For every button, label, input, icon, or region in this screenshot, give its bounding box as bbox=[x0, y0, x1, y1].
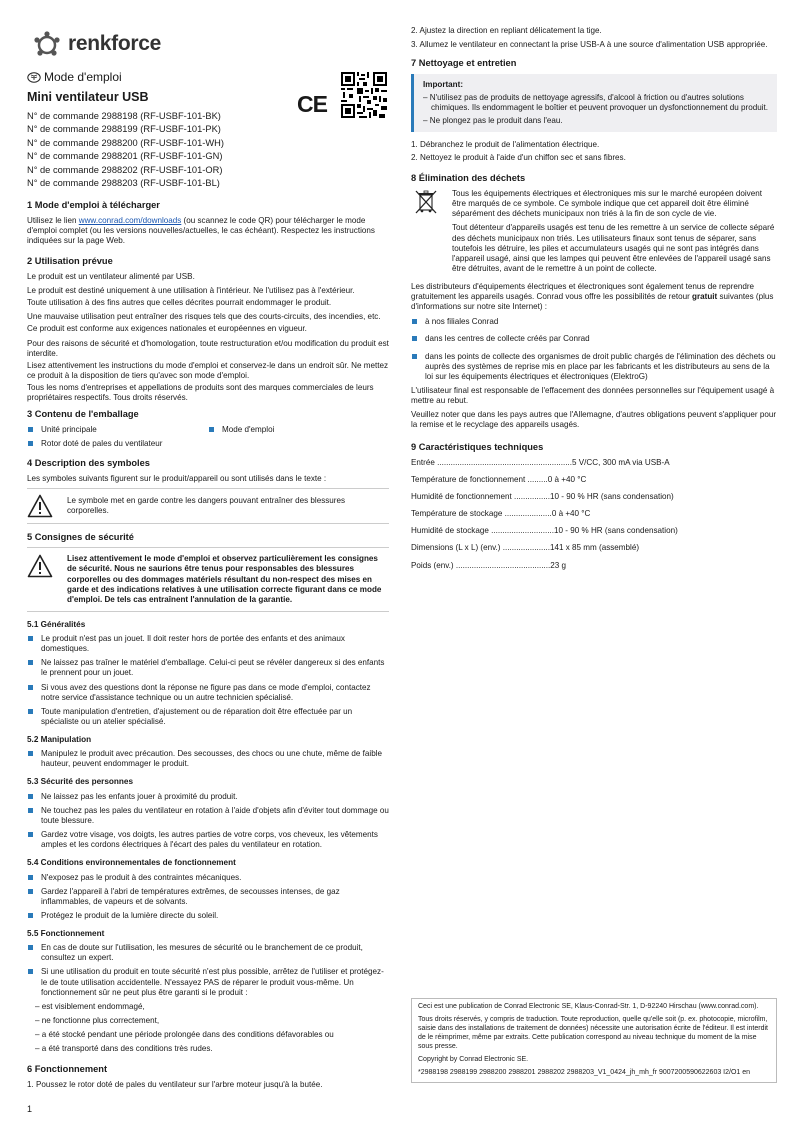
important-label: Important: bbox=[423, 79, 464, 89]
spec-label: Température de fonctionnement ......... bbox=[411, 475, 548, 484]
spec-value: 0 à +40 °C bbox=[551, 509, 591, 519]
list-item: Toute manipulation d'entretien, d'ajustement ou de réparation doit être effectuée par un spécialiste ou un atelier spécialisé. bbox=[27, 707, 389, 727]
left-column bbox=[27, 70, 389, 1094]
spec-label: Température de stockage ..................... bbox=[411, 509, 552, 519]
list-item: Rotor doté de pales du ventilateur bbox=[27, 439, 208, 449]
spec-label: Dimensions (L x L) (env.) ..................... bbox=[411, 543, 550, 553]
spec-row bbox=[411, 526, 777, 536]
list-item: Unité principale bbox=[27, 425, 208, 435]
order-number: N° de commande 2988199 (RF-USBF-101-PK) bbox=[27, 124, 221, 135]
list-item: Protégez le produit de la lumière directe du soleil. bbox=[27, 911, 389, 921]
distributor-paragraph bbox=[411, 282, 777, 312]
distributor-bold: gratuit bbox=[692, 292, 718, 302]
spec-row bbox=[411, 509, 777, 519]
paragraph: Tous les noms d'entreprises et appellations de produits sont des marques commerciales de leurs propriétaires respectifs. Tous droits réservés. bbox=[27, 382, 374, 403]
distributor-text-after: suivantes (plus d'informations sur notre site Internet) : bbox=[411, 292, 774, 312]
operation-safety-list bbox=[27, 943, 389, 998]
operation-step: 3. Allumez le ventilateur en connectant la prise USB-A à une source d'alimentation USB appropriée. bbox=[411, 40, 768, 50]
cleaning-step: 2. Nettoyez le produit à l'aide d'un chiffon sec et sans fibres. bbox=[411, 153, 626, 163]
mode-label: Mode d'emploi bbox=[44, 70, 122, 84]
paragraph: Lisez attentivement les instructions du mode d'emploi et conservez-le dans un endroit sûr. Ne mettez ce produit à la disposition de tiers qu'avec son mode d'emploi. bbox=[27, 360, 389, 380]
subsection-title: 5.2 Manipulation bbox=[27, 735, 92, 745]
important-item: – N'utilisez pas de produits de nettoyage agressifs, d'alcool à friction ou d'autres solutions chimiques. Ils endommagent le boîtier et peuvent provoquer un dysfonctionnement du produit. bbox=[423, 92, 768, 113]
dash-item: – a été transporté dans des conditions très rudes. bbox=[35, 1044, 213, 1054]
section-title-5: 5 Consignes de sécurité bbox=[27, 531, 134, 542]
general-safety-list bbox=[27, 634, 389, 727]
brand-logo bbox=[32, 30, 161, 58]
downloads-link[interactable]: www.conrad.com/downloads bbox=[78, 216, 182, 226]
section-title-9: 9 Caractéristiques techniques bbox=[411, 442, 544, 453]
list-item: Ne laissez pas les enfants jouer à proximité du produit. bbox=[27, 792, 389, 802]
footer-line: Tous droits réservés, y compris de traduction. Toute reproduction, quelle qu'elle soit (p. ex. photocopie, microfilm, saisie dans des installations de traitement de données) nécessite une autorisation écrite de l'éditeur. Il est interdit de le réimprimer, même par extraits. Cette publication correspond au niveau technique du moment de la mise sous presse. bbox=[418, 1015, 768, 1050]
symbol-row bbox=[27, 488, 389, 524]
spec-value: 23 g bbox=[550, 560, 567, 570]
list-item: Le produit n'est pas un jouet. Il doit rester hors de portée des enfants et des animaux domestiques. bbox=[27, 634, 389, 654]
section-title-3: 3 Contenu de l'emballage bbox=[27, 409, 139, 420]
operation-step: 2. Ajustez la direction en repliant délicatement la tige. bbox=[411, 26, 602, 35]
footer-line: Copyright by Conrad Electronic SE. bbox=[418, 1055, 529, 1063]
mode-label-row bbox=[27, 70, 389, 85]
paragraph: Toute utilisation à des fins autres que celles décrites pourrait endommager le produit. bbox=[27, 298, 332, 308]
spec-row bbox=[411, 492, 777, 502]
list-item: Si une utilisation du produit en toute sécurité n'est plus possible, arrêtez de l'utiliser et protégez-le de toute utilisation accidentelle. N'essayez PAS de réparer le produit vous-même. Un fonctionnement sûr ne peut plus être garanti si le produit : bbox=[27, 967, 389, 997]
paragraph: Pour des raisons de sécurité et d'homologation, toute restructuration et/ou modification du produit est interdite. bbox=[27, 338, 389, 358]
order-number: N° de commande 2988201 (RF-USBF-101-GN) bbox=[27, 151, 223, 162]
subsection-title: 5.1 Généralités bbox=[27, 619, 86, 629]
package-contents-list bbox=[27, 425, 389, 453]
spec-row bbox=[411, 458, 777, 468]
product-title: Mini ventilateur USB bbox=[27, 90, 149, 104]
spec-row bbox=[411, 561, 777, 571]
list-item: Gardez l'appareil à l'abri de températures extrêmes, de secousses intenses, de gaz inflammables, de vapeurs et de solvants. bbox=[27, 887, 389, 907]
subsection-title: 5.3 Sécurité des personnes bbox=[27, 777, 134, 787]
section-title-1: 1 Mode d'emploi à télécharger bbox=[27, 200, 160, 211]
right-column bbox=[411, 26, 777, 578]
list-item: dans les centres de collecte créés par Conrad bbox=[411, 334, 777, 344]
symbol-description: Le symbole met en garde contre les dangers pouvant entraîner des blessures corporelles. bbox=[66, 495, 346, 515]
ce-mark: CE bbox=[297, 91, 327, 117]
symbols-intro: Les symboles suivants figurent sur le produit/appareil ou sont utilisés dans le texte : bbox=[27, 473, 327, 483]
section-title-7: 7 Nettoyage et entretien bbox=[411, 58, 517, 69]
section-title-2: 2 Utilisation prévue bbox=[27, 256, 113, 267]
spec-value: 5 V/CC, 300 mA via USB-A bbox=[572, 457, 670, 467]
footer-line: Ceci est une publication de Conrad Electronic SE, Klaus-Conrad-Str. 1, D-92240 Hirschau (www.conrad.com). bbox=[418, 1003, 759, 1010]
order-number: N° de commande 2988203 (RF-USBF-101-BL) bbox=[27, 177, 220, 188]
spec-value: 10 - 90 % HR (sans condensation) bbox=[554, 526, 678, 536]
return-options-list bbox=[411, 317, 777, 382]
dash-item: – a été stocké pendant une période prolongée dans des conditions défavorables ou bbox=[35, 1029, 334, 1039]
handling-list bbox=[27, 749, 389, 769]
paragraph: Ce produit est conforme aux exigences nationales et européennes en vigueur. bbox=[27, 324, 307, 334]
download-text-after: (ou scannez le code QR) pour télécharger le mode d'emploi complet (ou les versions nouvelles/actuelles, le cas échéant). Respectez les instructions indiquées sur la page Web. bbox=[27, 216, 375, 246]
warning-triangle-icon bbox=[27, 554, 53, 578]
operation-step: 1. Poussez le rotor doté de pales du ventilateur sur l'arbre moteur jusqu'à la butée. bbox=[27, 1079, 323, 1089]
dash-item: – est visiblement endommagé, bbox=[35, 1001, 145, 1011]
spec-value: 10 - 90 % HR (sans condensation) bbox=[550, 492, 674, 502]
page-number: 1 bbox=[27, 1104, 33, 1114]
section-title-6: 6 Fonctionnement bbox=[27, 1064, 108, 1075]
distributor-text: Les distributeurs d'équipements électriques et électroniques sont également tenus de reprendre gratuitement les appareils usagés. Conrad vous offre les possibilités de retour bbox=[411, 281, 755, 302]
crossed-out-bin-icon bbox=[414, 189, 438, 215]
important-notice bbox=[411, 74, 777, 132]
spec-label: Humidité de stockage ............................ bbox=[411, 526, 555, 536]
brand-name: renkforce bbox=[68, 31, 162, 55]
dash-item: – ne fonctionne plus correctement, bbox=[35, 1015, 160, 1025]
publisher-footer bbox=[411, 998, 777, 1083]
subsection-title: 5.5 Fonctionnement bbox=[27, 928, 105, 938]
paragraph: Veuillez noter que dans les pays autres que l'Allemagne, d'autres obligations peuvent s'appliquer pour la remise et le recyclage des appareils usagés. bbox=[411, 410, 777, 430]
list-item: Mode d'emploi bbox=[208, 425, 389, 435]
cleaning-step: 1. Débranchez le produit de l'alimentation électrique. bbox=[411, 140, 600, 150]
list-item: Manipulez le produit avec précaution. Des secousses, des chocs ou une chute, même de faible hauteur, peuvent endommager le produit. bbox=[27, 749, 389, 769]
spec-label: Entrée ............................................................ bbox=[411, 457, 573, 467]
list-item: Ne touchez pas les pales du ventilateur en rotation à l'aide d'objets afin d'éviter tout dommage ou toute blessure. bbox=[27, 806, 389, 826]
weee-text: Tous les équipements électriques et électroniques mis sur le marché européen doivent être marqués de ce symbole. Ce symbole indique que cet appareil doit être éliminé séparément des déchets municipaux non triés à la fin de son cycle de vie. bbox=[452, 189, 762, 219]
section-title-8: 8 Élimination des déchets bbox=[411, 173, 526, 184]
subsection-title: 5.4 Conditions environnementales de fonctionnement bbox=[27, 858, 236, 868]
renkforce-logo-icon bbox=[32, 30, 62, 58]
spec-table bbox=[411, 458, 777, 571]
weee-block bbox=[411, 189, 777, 278]
paragraph: L'utilisateur final est responsable de l'effacement des données personnelles sur l'équipement usagé à mettre au rebut. bbox=[411, 385, 775, 405]
manual-book-icon bbox=[27, 72, 41, 83]
environment-list bbox=[27, 873, 389, 921]
spec-value: 0 à +40 °C bbox=[547, 475, 587, 484]
list-item: En cas de doute sur l'utilisation, les mesures de sécurité ou le branchement de ce produit, consultez un expert. bbox=[27, 943, 389, 963]
spec-row bbox=[411, 475, 777, 485]
spec-row bbox=[411, 543, 777, 553]
paragraph: Une mauvaise utilisation peut entraîner des risques tels que des courts-circuits, des incendies, etc. bbox=[27, 312, 381, 322]
order-number: N° de commande 2988200 (RF-USBF-101-WH) bbox=[27, 137, 224, 148]
important-item: – Ne plongez pas le produit dans l'eau. bbox=[423, 116, 563, 126]
list-item: N'exposez pas le produit à des contraintes mécaniques. bbox=[27, 873, 389, 883]
spec-label: Humidité de fonctionnement ................ bbox=[411, 492, 551, 502]
order-number: N° de commande 2988202 (RF-USBF-101-OR) bbox=[27, 164, 223, 175]
list-item: à nos filiales Conrad bbox=[411, 317, 777, 327]
order-numbers bbox=[27, 110, 389, 191]
personal-safety-list bbox=[27, 792, 389, 851]
spec-value: 141 x 85 mm (assemblé) bbox=[549, 543, 640, 553]
paragraph: Le produit est destiné uniquement à une utilisation à l'intérieur. Ne l'utilisez pas à l'extérieur. bbox=[27, 286, 355, 296]
list-item: Gardez votre visage, vos doigts, les autres parties de votre corps, vos cheveux, les vêtements amples et les cordons électriques à l'écart des pales du ventilateur en rotation. bbox=[27, 830, 389, 850]
safety-warning-text: Lisez attentivement le mode d'emploi et observez particulièrement les consignes de sécurité. Nous ne saurions être tenus pour responsables des blessures corporelles ou des dommages matériels résultant du non-respect des mises en garde et des indications relatives à une utilisation correcte figurant dans ce mode d'emploi. De tels cas entraînent l'annulation de la garantie. bbox=[67, 554, 382, 604]
section-title-4: 4 Description des symboles bbox=[27, 458, 150, 469]
spec-label: Poids (env.) .......................................... bbox=[411, 560, 551, 570]
order-number: N° de commande 2988198 (RF-USBF-101-BK) bbox=[27, 110, 221, 121]
weee-text: Tout détenteur d'appareils usagés est tenu de les remettre à un service de collecte séparé des déchets municipaux non triés. Les utilisateurs finaux sont tenus de séparer, sans toutefois les détruire, les piles et accumulateurs usagés qui ne sont pas intégrés dans l'appareil usagé, ainsi que les lampes qui peuvent être enlevées de l'appareil usagé sans être détruites, avant de le remettre à un point de collecte. bbox=[452, 223, 775, 273]
download-paragraph bbox=[27, 216, 389, 246]
footer-line: *2988198 2988199 2988200 2988201 2988202 2988203_V1_0424_jh_mh_fr 9007200590622603 I2/O1 en bbox=[418, 1068, 751, 1076]
list-item: Si vous avez des questions dont la réponse ne figure pas dans ce mode d'emploi, contactez notre service d'assistance technique ou un autre technicien spécialisé. bbox=[27, 683, 389, 703]
safety-warning-box bbox=[27, 547, 389, 612]
warning-triangle-icon bbox=[27, 494, 53, 518]
list-item: dans les points de collecte des organismes de droit public chargés de l'élimination des déchets ou auprès des systèmes de reprise mis en place par les fabricants et les distributeurs au sens de la loi sur les équipements électriques et électroniques (ElektroG) bbox=[411, 352, 777, 382]
paragraph: Le produit est un ventilateur alimenté par USB. bbox=[27, 271, 195, 281]
download-text: Utilisez le lien bbox=[27, 216, 79, 226]
list-item: Ne laissez pas traîner le matériel d'emballage. Celui-ci peut se révéler dangereux si des enfants le prennent pour un jouet. bbox=[27, 658, 389, 678]
